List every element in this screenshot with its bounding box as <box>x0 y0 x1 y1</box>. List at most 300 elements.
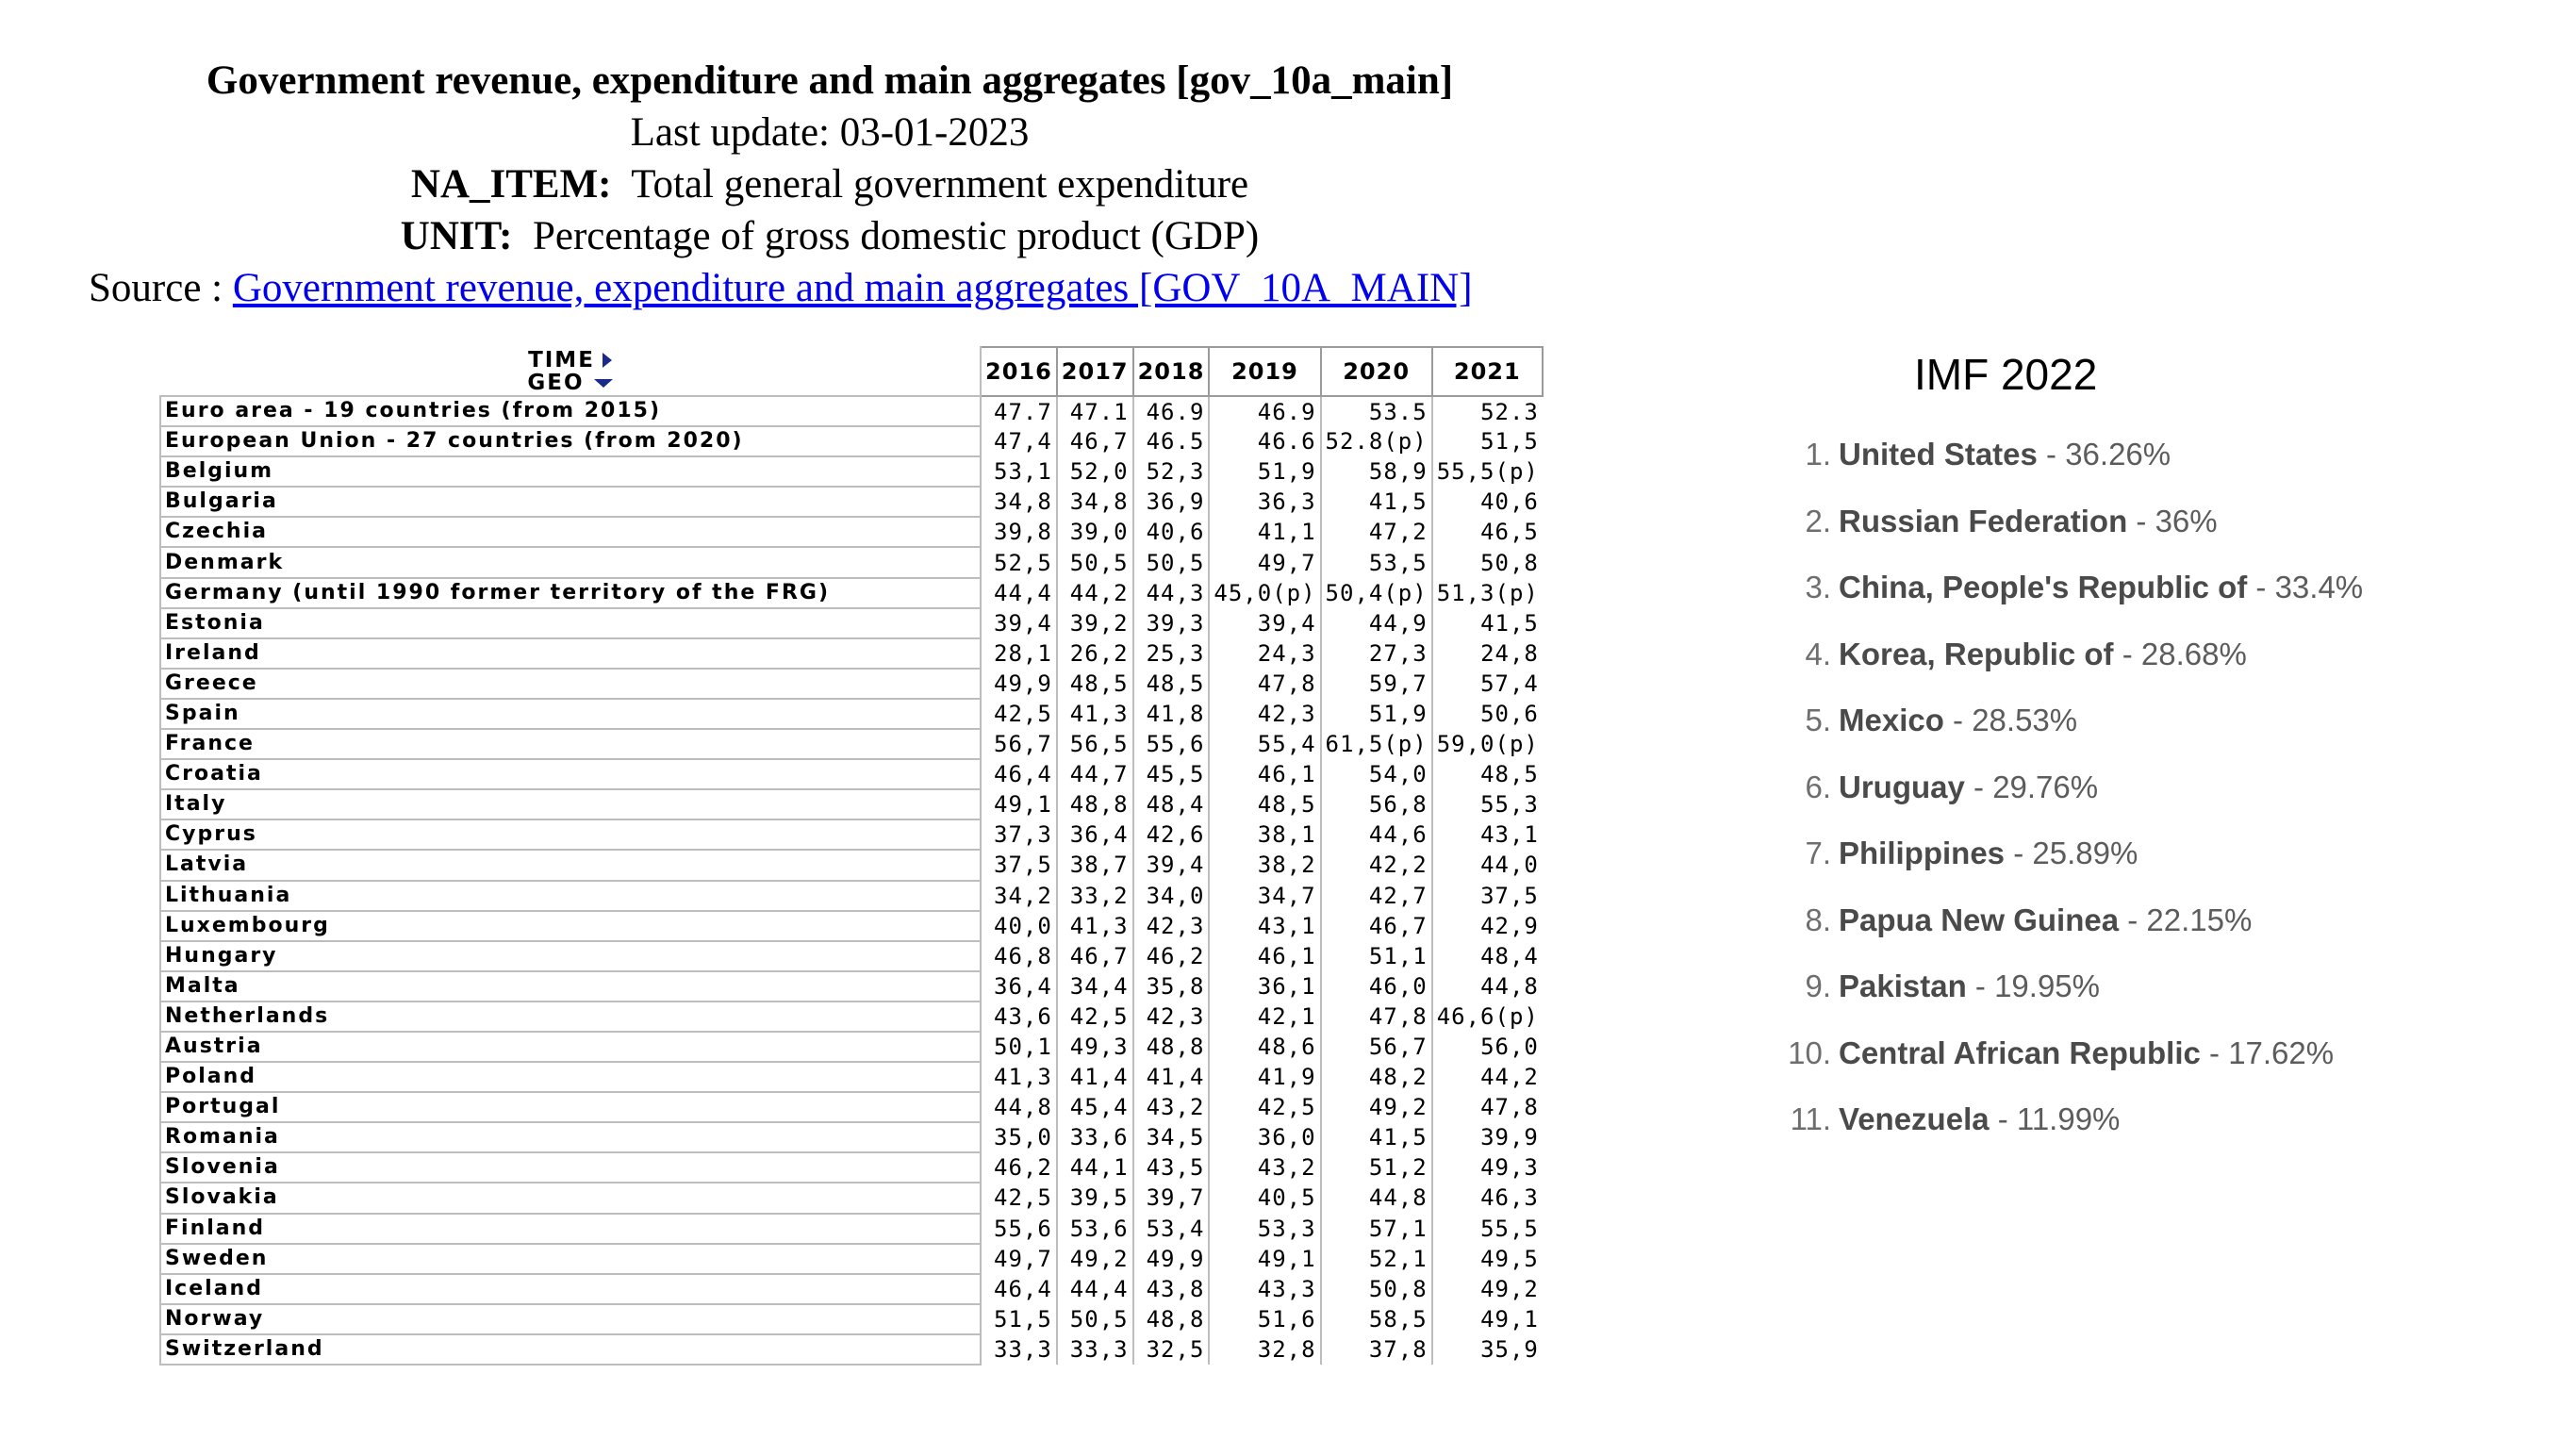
value-cell: 51,2 <box>1321 1152 1432 1183</box>
imf-country: Venezuela <box>1839 1101 1990 1136</box>
value-cell: 41,4 <box>1057 1062 1133 1092</box>
value-cell: 46.9 <box>1133 396 1210 426</box>
imf-value: 22.15% <box>2146 902 2253 937</box>
imf-rank: 1. <box>1805 437 1831 472</box>
value-cell: 42,9 <box>1480 912 1539 939</box>
value-cell: 49,9 <box>981 669 1057 699</box>
table-row <box>160 789 1543 819</box>
table-row <box>160 1092 1543 1122</box>
value-cell: 44,3 <box>1133 578 1210 608</box>
value-cell: 46,4 <box>981 759 1057 789</box>
value-cell: 38,2 <box>1209 850 1320 880</box>
table-row <box>160 1214 1543 1244</box>
imf-list-item <box>1773 769 2363 836</box>
value-cell: 45,4 <box>1057 1092 1133 1122</box>
year-header: 2017 <box>1057 347 1133 396</box>
table-row <box>160 941 1543 971</box>
value-cell: 56,7 <box>981 729 1057 759</box>
geo-cell: Poland <box>160 1062 981 1092</box>
imf-value: 17.62% <box>2228 1034 2335 1070</box>
value-cell: 52,3 <box>1133 456 1210 487</box>
value-cell: 34,8 <box>981 487 1057 517</box>
value-cell: 50,4(p) <box>1321 578 1432 608</box>
geo-cell: Spain <box>160 699 981 729</box>
geo-cell: Croatia <box>160 759 981 789</box>
value-cell: 53,3 <box>1209 1214 1320 1244</box>
geo-cell: Slovenia <box>160 1152 981 1183</box>
value-cell: 44,6 <box>1321 819 1432 850</box>
value-cell: 47.1 <box>1057 396 1133 426</box>
value-cell: 46,6(p) <box>1436 1002 1539 1030</box>
table-row <box>160 578 1543 608</box>
geo-label: GEO <box>527 370 585 395</box>
imf-separator: - <box>2037 437 2066 472</box>
expenditure-table <box>159 346 1544 1366</box>
imf-list-item <box>1773 968 2363 1034</box>
imf-list-item <box>1773 702 2363 769</box>
table-row <box>160 426 1543 456</box>
value-cell: 36,4 <box>981 971 1057 1001</box>
value-cell: 53,4 <box>1133 1214 1210 1244</box>
value-cell: 51,6 <box>1209 1304 1320 1334</box>
value-cell: 55,6 <box>981 1214 1057 1244</box>
value-cell: 46,5 <box>1480 519 1539 546</box>
value-cell: 56,7 <box>1321 1032 1432 1062</box>
value-cell: 47,8 <box>1480 1094 1539 1121</box>
imf-country: China, People's Republic of <box>1839 570 2248 604</box>
imf-rank: 6. <box>1805 769 1831 804</box>
geo-header <box>164 372 976 394</box>
value-cell: 49,1 <box>981 789 1057 819</box>
value-cell: 50,1 <box>981 1032 1057 1062</box>
value-cell: 55,6 <box>1133 729 1210 759</box>
imf-value: 11.99% <box>2016 1101 2121 1136</box>
value-cell: 49,3 <box>1057 1032 1133 1062</box>
value-cell: 41,1 <box>1209 517 1320 547</box>
value-cell: 43,8 <box>1133 1274 1210 1304</box>
value-cell: 49,7 <box>1209 547 1320 577</box>
value-cell: 52,5 <box>981 547 1057 577</box>
table-row <box>160 608 1543 638</box>
imf-list-item <box>1773 1101 2363 1167</box>
value-cell: 42,5 <box>1057 1001 1133 1032</box>
value-cell: 53,6 <box>1057 1214 1133 1244</box>
value-cell: 50,8 <box>1480 549 1539 576</box>
value-cell: 46,7 <box>1057 426 1133 456</box>
imf-rank: 7. <box>1805 836 1831 870</box>
table-corner <box>160 347 981 396</box>
value-cell: 39,8 <box>981 517 1057 547</box>
value-cell: 48,5 <box>1133 669 1210 699</box>
value-cell: 40,6 <box>1480 488 1539 516</box>
value-cell: 46,8 <box>981 941 1057 971</box>
imf-country: Mexico <box>1839 703 1944 737</box>
table-row <box>160 850 1543 880</box>
value-cell: 44,2 <box>1057 578 1133 608</box>
geo-cell: Italy <box>160 789 981 819</box>
table-row <box>160 911 1543 941</box>
value-cell: 44,8 <box>981 1092 1057 1122</box>
imf-list-item <box>1773 569 2363 636</box>
value-cell: 33,6 <box>1057 1122 1133 1152</box>
value-cell: 56,8 <box>1321 789 1432 819</box>
value-cell: 44,4 <box>981 578 1057 608</box>
value-cell: 42,6 <box>1133 819 1210 850</box>
value-cell: 50,6 <box>1480 700 1539 727</box>
value-cell: 46,1 <box>1209 941 1320 971</box>
imf-country: Philippines <box>1839 836 2006 870</box>
value-cell: 34,0 <box>1133 881 1210 911</box>
value-cell: 46,3 <box>1480 1184 1539 1212</box>
imf-separator: - <box>2247 570 2275 604</box>
value-cell: 37,5 <box>1480 882 1539 909</box>
value-cell: 53,5 <box>1321 547 1432 577</box>
value-cell: 42,5 <box>981 1183 1057 1213</box>
value-cell: 61,5(p) <box>1321 729 1432 759</box>
imf-rank: 11. <box>1790 1101 1831 1136</box>
na-item-label: NA_ITEM: <box>410 162 612 207</box>
value-cell: 46,0 <box>1321 971 1432 1001</box>
value-cell: 46,7 <box>1321 911 1432 941</box>
year-header: 2021 <box>1432 347 1543 396</box>
value-cell: 41,4 <box>1133 1062 1210 1092</box>
value-cell: 48,4 <box>1133 789 1210 819</box>
value-cell: 44,1 <box>1057 1152 1133 1183</box>
source-link[interactable]: Government revenue, expenditure and main aggregates [GOV_10A_MAIN] <box>232 266 1473 310</box>
geo-cell: Ireland <box>160 638 981 669</box>
imf-rank: 9. <box>1805 968 1831 1003</box>
imf-value: 36.26% <box>2065 437 2171 472</box>
geo-cell: Iceland <box>160 1274 981 1304</box>
table-row <box>160 547 1543 577</box>
geo-cell: Germany (until 1990 former territory of the FRG) <box>160 578 981 608</box>
value-cell: 44,2 <box>1480 1064 1539 1091</box>
imf-country: Pakistan <box>1839 968 1967 1003</box>
geo-cell: France <box>160 729 981 759</box>
value-cell: 52,0 <box>1057 456 1133 487</box>
value-cell: 47,4 <box>981 426 1057 456</box>
geo-cell: Cyprus <box>160 819 981 850</box>
value-cell: 36,3 <box>1209 487 1320 517</box>
imf-separator: - <box>2005 836 2033 870</box>
table-row <box>160 759 1543 789</box>
value-cell: 39,5 <box>1057 1183 1133 1213</box>
value-cell: 45,5 <box>1133 759 1210 789</box>
imf-list-item <box>1773 503 2363 570</box>
value-cell: 39,4 <box>981 608 1057 638</box>
value-cell: 41,3 <box>981 1062 1057 1092</box>
value-cell: 43,1 <box>1209 911 1320 941</box>
na-item-line <box>57 158 1603 210</box>
value-cell: 38,7 <box>1057 850 1133 880</box>
value-cell: 48,6 <box>1209 1032 1320 1062</box>
value-cell: 42,5 <box>981 699 1057 729</box>
table-row <box>160 1274 1543 1304</box>
value-cell: 35,8 <box>1133 971 1210 1001</box>
value-cell: 58,9 <box>1321 456 1432 487</box>
value-cell: 53,1 <box>981 456 1057 487</box>
value-cell: 44,7 <box>1057 759 1133 789</box>
unit-value: Percentage of gross domestic product (GDP) <box>532 214 1260 258</box>
value-cell: 42,5 <box>1209 1092 1320 1122</box>
value-cell: 51,5 <box>981 1304 1057 1334</box>
geo-cell: Finland <box>160 1214 981 1244</box>
value-cell: 41,3 <box>1057 911 1133 941</box>
imf-value: 28.53% <box>1972 703 2078 737</box>
table-row <box>160 1062 1543 1092</box>
imf-list-item <box>1773 436 2363 503</box>
geo-cell: Luxembourg <box>160 911 981 941</box>
table-row <box>160 1122 1543 1152</box>
value-cell: 59,7 <box>1321 669 1432 699</box>
value-cell: 48,5 <box>1209 789 1320 819</box>
table-row <box>160 1183 1543 1213</box>
table-row <box>160 819 1543 850</box>
imf-value: 28.68% <box>2140 636 2247 671</box>
value-cell: 38,1 <box>1209 819 1320 850</box>
value-cell: 48,4 <box>1480 942 1539 969</box>
geo-cell: Lithuania <box>160 881 981 911</box>
value-cell: 50,5 <box>1057 1304 1133 1334</box>
time-label: TIME <box>528 347 595 372</box>
value-cell: 43,5 <box>1133 1152 1210 1183</box>
geo-cell: Bulgaria <box>160 487 981 517</box>
value-cell: 33,2 <box>1057 881 1133 911</box>
value-cell: 34,4 <box>1057 971 1133 1001</box>
imf-separator: - <box>1966 968 1995 1003</box>
value-cell: 53.5 <box>1321 396 1432 426</box>
value-cell: 36,1 <box>1209 971 1320 1001</box>
geo-cell: Netherlands <box>160 1001 981 1032</box>
value-cell: 51,3(p) <box>1436 579 1539 606</box>
value-cell: 48,8 <box>1133 1032 1210 1062</box>
value-cell: 26,2 <box>1057 638 1133 669</box>
value-cell: 44,0 <box>1480 852 1539 879</box>
value-cell: 46.5 <box>1133 426 1210 456</box>
table-row <box>160 517 1543 547</box>
na-item-value: Total general government expenditure <box>631 162 1249 207</box>
imf-country: Korea, Republic of <box>1839 636 2114 671</box>
imf-value: 25.89% <box>2032 836 2138 870</box>
time-header <box>164 349 976 372</box>
value-cell: 36,9 <box>1133 487 1210 517</box>
imf-rank: 5. <box>1805 703 1831 737</box>
geo-cell: Malta <box>160 971 981 1001</box>
value-cell: 46,1 <box>1209 759 1320 789</box>
value-cell: 39,3 <box>1133 608 1210 638</box>
geo-cell: Estonia <box>160 608 981 638</box>
value-cell: 40,6 <box>1133 517 1210 547</box>
value-cell: 48,5 <box>1057 669 1133 699</box>
value-cell: 44,8 <box>1480 972 1539 1000</box>
imf-separator: - <box>2200 1034 2229 1070</box>
table-row <box>160 881 1543 911</box>
geo-cell: Switzerland <box>160 1334 981 1365</box>
imf-country: Central African Republic <box>1839 1034 2201 1070</box>
value-cell: 24,3 <box>1209 638 1320 669</box>
value-cell: 28,1 <box>981 638 1057 669</box>
value-cell: 42,7 <box>1321 881 1432 911</box>
table-row <box>160 699 1543 729</box>
value-cell: 52.8(p) <box>1321 426 1432 456</box>
value-cell: 42,3 <box>1133 1001 1210 1032</box>
value-cell: 44,9 <box>1321 608 1432 638</box>
geo-cell: Greece <box>160 669 981 699</box>
value-cell: 33,3 <box>1057 1334 1133 1365</box>
imf-separator: - <box>2127 503 2155 538</box>
value-cell: 50,5 <box>1057 547 1133 577</box>
value-cell: 36,4 <box>1057 819 1133 850</box>
value-cell: 32,5 <box>1133 1334 1210 1365</box>
value-cell: 40,5 <box>1209 1183 1320 1213</box>
year-header: 2016 <box>981 347 1057 396</box>
sort-right-icon[interactable] <box>603 353 612 368</box>
imf-title: IMF 2022 <box>1914 350 2098 399</box>
value-cell: 51,1 <box>1321 941 1432 971</box>
imf-list-item <box>1773 636 2363 703</box>
value-cell: 43,1 <box>1480 821 1539 849</box>
value-cell: 59,0(p) <box>1436 731 1539 758</box>
value-cell: 42,2 <box>1321 850 1432 880</box>
value-cell: 39,4 <box>1209 608 1320 638</box>
value-cell: 55,3 <box>1480 791 1539 819</box>
value-cell: 55,5(p) <box>1436 458 1539 486</box>
value-cell: 50,5 <box>1133 547 1210 577</box>
value-cell: 42,1 <box>1209 1001 1320 1032</box>
value-cell: 45,0(p) <box>1209 578 1320 608</box>
sort-down-icon[interactable] <box>594 379 613 388</box>
imf-rank: 8. <box>1805 902 1831 937</box>
value-cell: 39,4 <box>1133 850 1210 880</box>
value-cell: 57,1 <box>1321 1214 1432 1244</box>
value-cell: 46,2 <box>1133 941 1210 971</box>
geo-cell: Czechia <box>160 517 981 547</box>
imf-list-item <box>1773 902 2363 968</box>
value-cell: 48,5 <box>1480 761 1539 788</box>
imf-value: 29.76% <box>1992 769 2099 804</box>
table-row <box>160 1304 1543 1334</box>
value-cell: 41,9 <box>1209 1062 1320 1092</box>
value-cell: 39,0 <box>1057 517 1133 547</box>
table-header-row <box>160 347 1543 396</box>
value-cell: 49,7 <box>981 1244 1057 1274</box>
value-cell: 43,2 <box>1133 1092 1210 1122</box>
value-cell: 48,2 <box>1321 1062 1432 1092</box>
table-row <box>160 1152 1543 1183</box>
source-line <box>57 262 1603 314</box>
value-cell: 48,8 <box>1057 789 1133 819</box>
geo-cell: Portugal <box>160 1092 981 1122</box>
imf-country: Uruguay <box>1839 769 1965 804</box>
value-cell: 42,3 <box>1133 911 1210 941</box>
imf-rank: 10. <box>1788 1034 1831 1070</box>
imf-country: United States <box>1839 437 2038 472</box>
unit-line <box>57 210 1603 262</box>
value-cell: 36,0 <box>1209 1122 1320 1152</box>
value-cell: 58,5 <box>1321 1304 1432 1334</box>
value-cell: 27,3 <box>1321 638 1432 669</box>
imf-separator: - <box>1943 703 1973 737</box>
value-cell: 46.6 <box>1209 426 1320 456</box>
value-cell: 41,5 <box>1480 609 1539 637</box>
value-cell: 25,3 <box>1133 638 1210 669</box>
table-row <box>160 669 1543 699</box>
geo-cell: European Union - 27 countries (from 2020) <box>160 426 981 456</box>
geo-cell: Norway <box>160 1304 981 1334</box>
value-cell: 24,8 <box>1480 639 1539 667</box>
imf-rank: 2. <box>1805 503 1831 538</box>
imf-country: Russian Federation <box>1839 503 2128 538</box>
value-cell: 40,0 <box>981 911 1057 941</box>
value-cell: 46,7 <box>1057 941 1133 971</box>
value-cell: 39,7 <box>1133 1183 1210 1213</box>
imf-separator: - <box>1989 1101 2017 1136</box>
value-cell: 54,0 <box>1321 759 1432 789</box>
table-row <box>160 971 1543 1001</box>
value-cell: 49,2 <box>1057 1244 1133 1274</box>
value-cell: 52.3 <box>1480 398 1539 425</box>
value-cell: 42,3 <box>1209 699 1320 729</box>
value-cell: 49,9 <box>1133 1244 1210 1274</box>
geo-cell: Hungary <box>160 941 981 971</box>
value-cell: 47.7 <box>981 396 1057 426</box>
last-update: Last update: 03-01-2023 <box>630 110 1030 155</box>
value-cell: 33,3 <box>981 1334 1057 1365</box>
value-cell: 44,8 <box>1321 1183 1432 1213</box>
value-cell: 49,1 <box>1209 1244 1320 1274</box>
value-cell: 39,2 <box>1057 608 1133 638</box>
geo-cell: Austria <box>160 1032 981 1062</box>
value-cell: 41,3 <box>1057 699 1133 729</box>
value-cell: 47,8 <box>1209 669 1320 699</box>
value-cell: 46.9 <box>1209 396 1320 426</box>
value-cell: 49,2 <box>1480 1275 1539 1302</box>
table-row <box>160 487 1543 517</box>
value-cell: 49,3 <box>1480 1154 1539 1182</box>
year-header: 2019 <box>1209 347 1320 396</box>
value-cell: 43,3 <box>1209 1274 1320 1304</box>
imf-value: 33.4% <box>2274 570 2364 604</box>
imf-separator: - <box>1964 769 1993 804</box>
value-cell: 47,8 <box>1321 1001 1432 1032</box>
imf-value: 19.95% <box>1994 968 2101 1003</box>
table-row <box>160 456 1543 487</box>
unit-label: UNIT: <box>400 214 513 258</box>
geo-cell: Slovakia <box>160 1183 981 1213</box>
value-cell: 46,2 <box>981 1152 1057 1183</box>
value-cell: 34,5 <box>1133 1122 1210 1152</box>
value-cell: 41,5 <box>1321 487 1432 517</box>
imf-list-item <box>1773 1034 2363 1101</box>
value-cell: 46,4 <box>981 1274 1057 1304</box>
geo-cell: Belgium <box>160 456 981 487</box>
value-cell: 49,5 <box>1480 1245 1539 1272</box>
table-row <box>160 1244 1543 1274</box>
table-row <box>160 1334 1543 1365</box>
table-row <box>160 638 1543 669</box>
value-cell: 43,6 <box>981 1001 1057 1032</box>
value-cell: 51,9 <box>1209 456 1320 487</box>
value-cell: 57,4 <box>1480 670 1539 697</box>
imf-value: 36% <box>2155 503 2218 538</box>
value-cell: 34,2 <box>981 881 1057 911</box>
report-header <box>57 55 1603 314</box>
value-cell: 37,8 <box>1321 1334 1432 1365</box>
value-cell: 37,5 <box>981 850 1057 880</box>
imf-country: Papua New Guinea <box>1839 902 2120 937</box>
value-cell: 55,5 <box>1480 1215 1539 1242</box>
value-cell: 49,2 <box>1321 1092 1432 1122</box>
